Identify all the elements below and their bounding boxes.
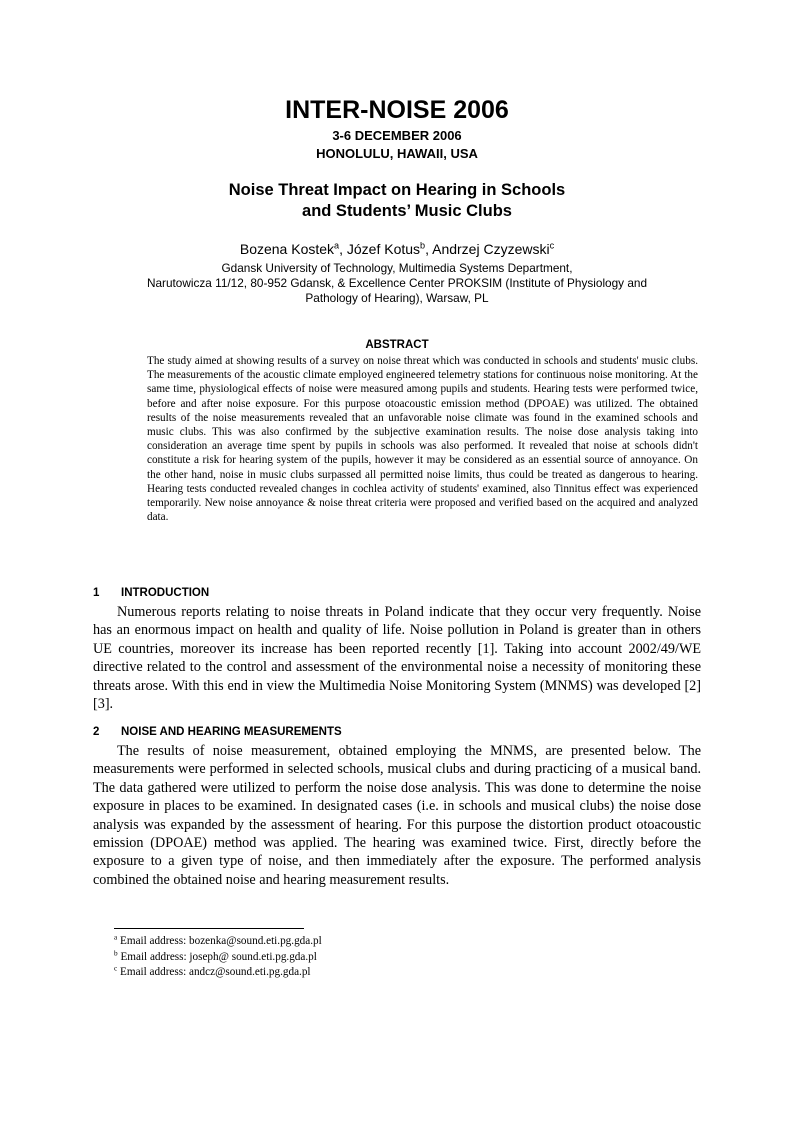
- conference-location: HONOLULU, HAWAII, USA: [316, 146, 478, 161]
- author-separator: ,: [339, 241, 347, 257]
- author-mark: a: [334, 240, 340, 251]
- affiliation: [78, 261, 716, 306]
- affiliation-line-2: Narutowicza 11/12, 80-952 Gdansk, & Excellence Center PROKSIM (Institute of Physiology and: [146, 276, 648, 290]
- footnote-item: [114, 934, 514, 950]
- section-paragraph: The results of noise measurement, obtained employing the MNMS, are presented below. The measurements were performed in selected schools, musical clubs and during practicing of a musical band. The data gathered were utilized to perform the noise dose analysis. This was done to determine the noise exposure in places to be examined. In designated cases (i.e. in schools and musical clubs) the noise dose analysis was expanded by the assessment of hearing. For this purpose the distortion product otoacoustic emission (DPOAE) method was applied. The hearing was examined twice. First, directly before the exposure to a given type of noise, and then immediately after the exposure. The performed analysis combined the obtained noise and hearing measurement results.: [93, 743, 701, 888]
- section-paragraph: Numerous reports relating to noise threats in Poland indicate that they occur very frequently. Noise has an enormous impact on health and quality of life. Noise pollution in Poland is greater than in others UE countries, moreover its increase has been reported recently [1]. Taking into account 2002/49/WE directive related to the control and assessment of the environmental noise a necessity of monitoring these threats arose. With this end in view the Multimedia Noise Monitoring System (MNMS) was developed [2][3].: [93, 604, 701, 713]
- author-list: [93, 240, 701, 258]
- footnote-mark: b: [114, 948, 118, 957]
- author-name: Bozena Kostek: [239, 241, 335, 257]
- section-body-introduction: [93, 603, 701, 713]
- conference-dates: 3-6 DECEMBER 2006: [332, 128, 462, 143]
- section-title: INTRODUCTION: [121, 587, 210, 599]
- author-name: Józef Kotus: [346, 241, 421, 257]
- footnote-item: [114, 965, 514, 981]
- author-mark: c: [549, 240, 555, 251]
- footnote-mark: c: [114, 964, 118, 973]
- affiliation-line-1: Gdansk University of Technology, Multimedia Systems Department,: [221, 261, 573, 275]
- author-mark: b: [420, 240, 426, 251]
- footnote-text: Email address: joseph@ sound.eti.pg.gda.pl: [120, 950, 317, 963]
- abstract-heading: ABSTRACT: [365, 339, 429, 351]
- footnote-text: Email address: andcz@sound.eti.pg.gda.pl: [120, 966, 311, 978]
- footnotes: [114, 934, 514, 981]
- section-heading-introduction: [93, 587, 209, 599]
- section-number: 2: [93, 726, 100, 738]
- footnote-divider: [114, 928, 304, 929]
- section-body-measurements: [93, 742, 701, 889]
- footnote-mark: a: [114, 933, 118, 942]
- paper-title: [93, 180, 701, 222]
- author-separator: ,: [425, 241, 433, 257]
- abstract-text: The study aimed at showing results of a survey on noise threat which was conducted in schools and students' music clubs. The measurements of the acoustic climate employed engineered telemetry stations for continuous noise monitoring. At the same time, physiological effects of noise were measured among pupils and students. Hearing tests were performed twice, before and after noise exposure. For this purpose otoacoustic emission method (DPOAE) was utilized. The obtained results of the noise measurements revealed that an unfavorable noise climate was found in the examined schools and music clubs. This was also confirmed by the subjective examination results. The noise dose analysis taking into consideration an average time spent by pupils in schools was also performed. It revealed that noise at schools didn't constitute a risk for hearing system of the pupils, however it may be considered as an essential source of annoyance. On the other hand, noise in music clubs surpassed all permitted noise limits, thus could be treated as dangerous to hearing. Hearing tests conducted revealed changes in cochlea activity of students' examined, also Tinnitus effect was experienced temporarily. New noise annoyance & noise threat criteria were proposed and verified based on the acquired and analyzed data.: [147, 355, 698, 524]
- section-title: NOISE AND HEARING MEASUREMENTS: [121, 726, 342, 738]
- conference-title: INTER-NOISE 2006: [285, 96, 509, 124]
- section-number: 1: [93, 587, 100, 599]
- section-heading-measurements: [93, 726, 342, 738]
- paper-title-line-1: Noise Threat Impact on Hearing in Schools: [228, 181, 566, 199]
- affiliation-line-3: Pathology of Hearing), Warsaw, PL: [305, 291, 489, 305]
- footnote-text: Email address: bozenka@sound.eti.pg.gda.pl: [120, 935, 322, 947]
- footnote-item: [114, 950, 514, 966]
- paper-title-line-2: and Students’ Music Clubs: [302, 202, 512, 220]
- author-name: Andrzej Czyzewski: [432, 241, 550, 257]
